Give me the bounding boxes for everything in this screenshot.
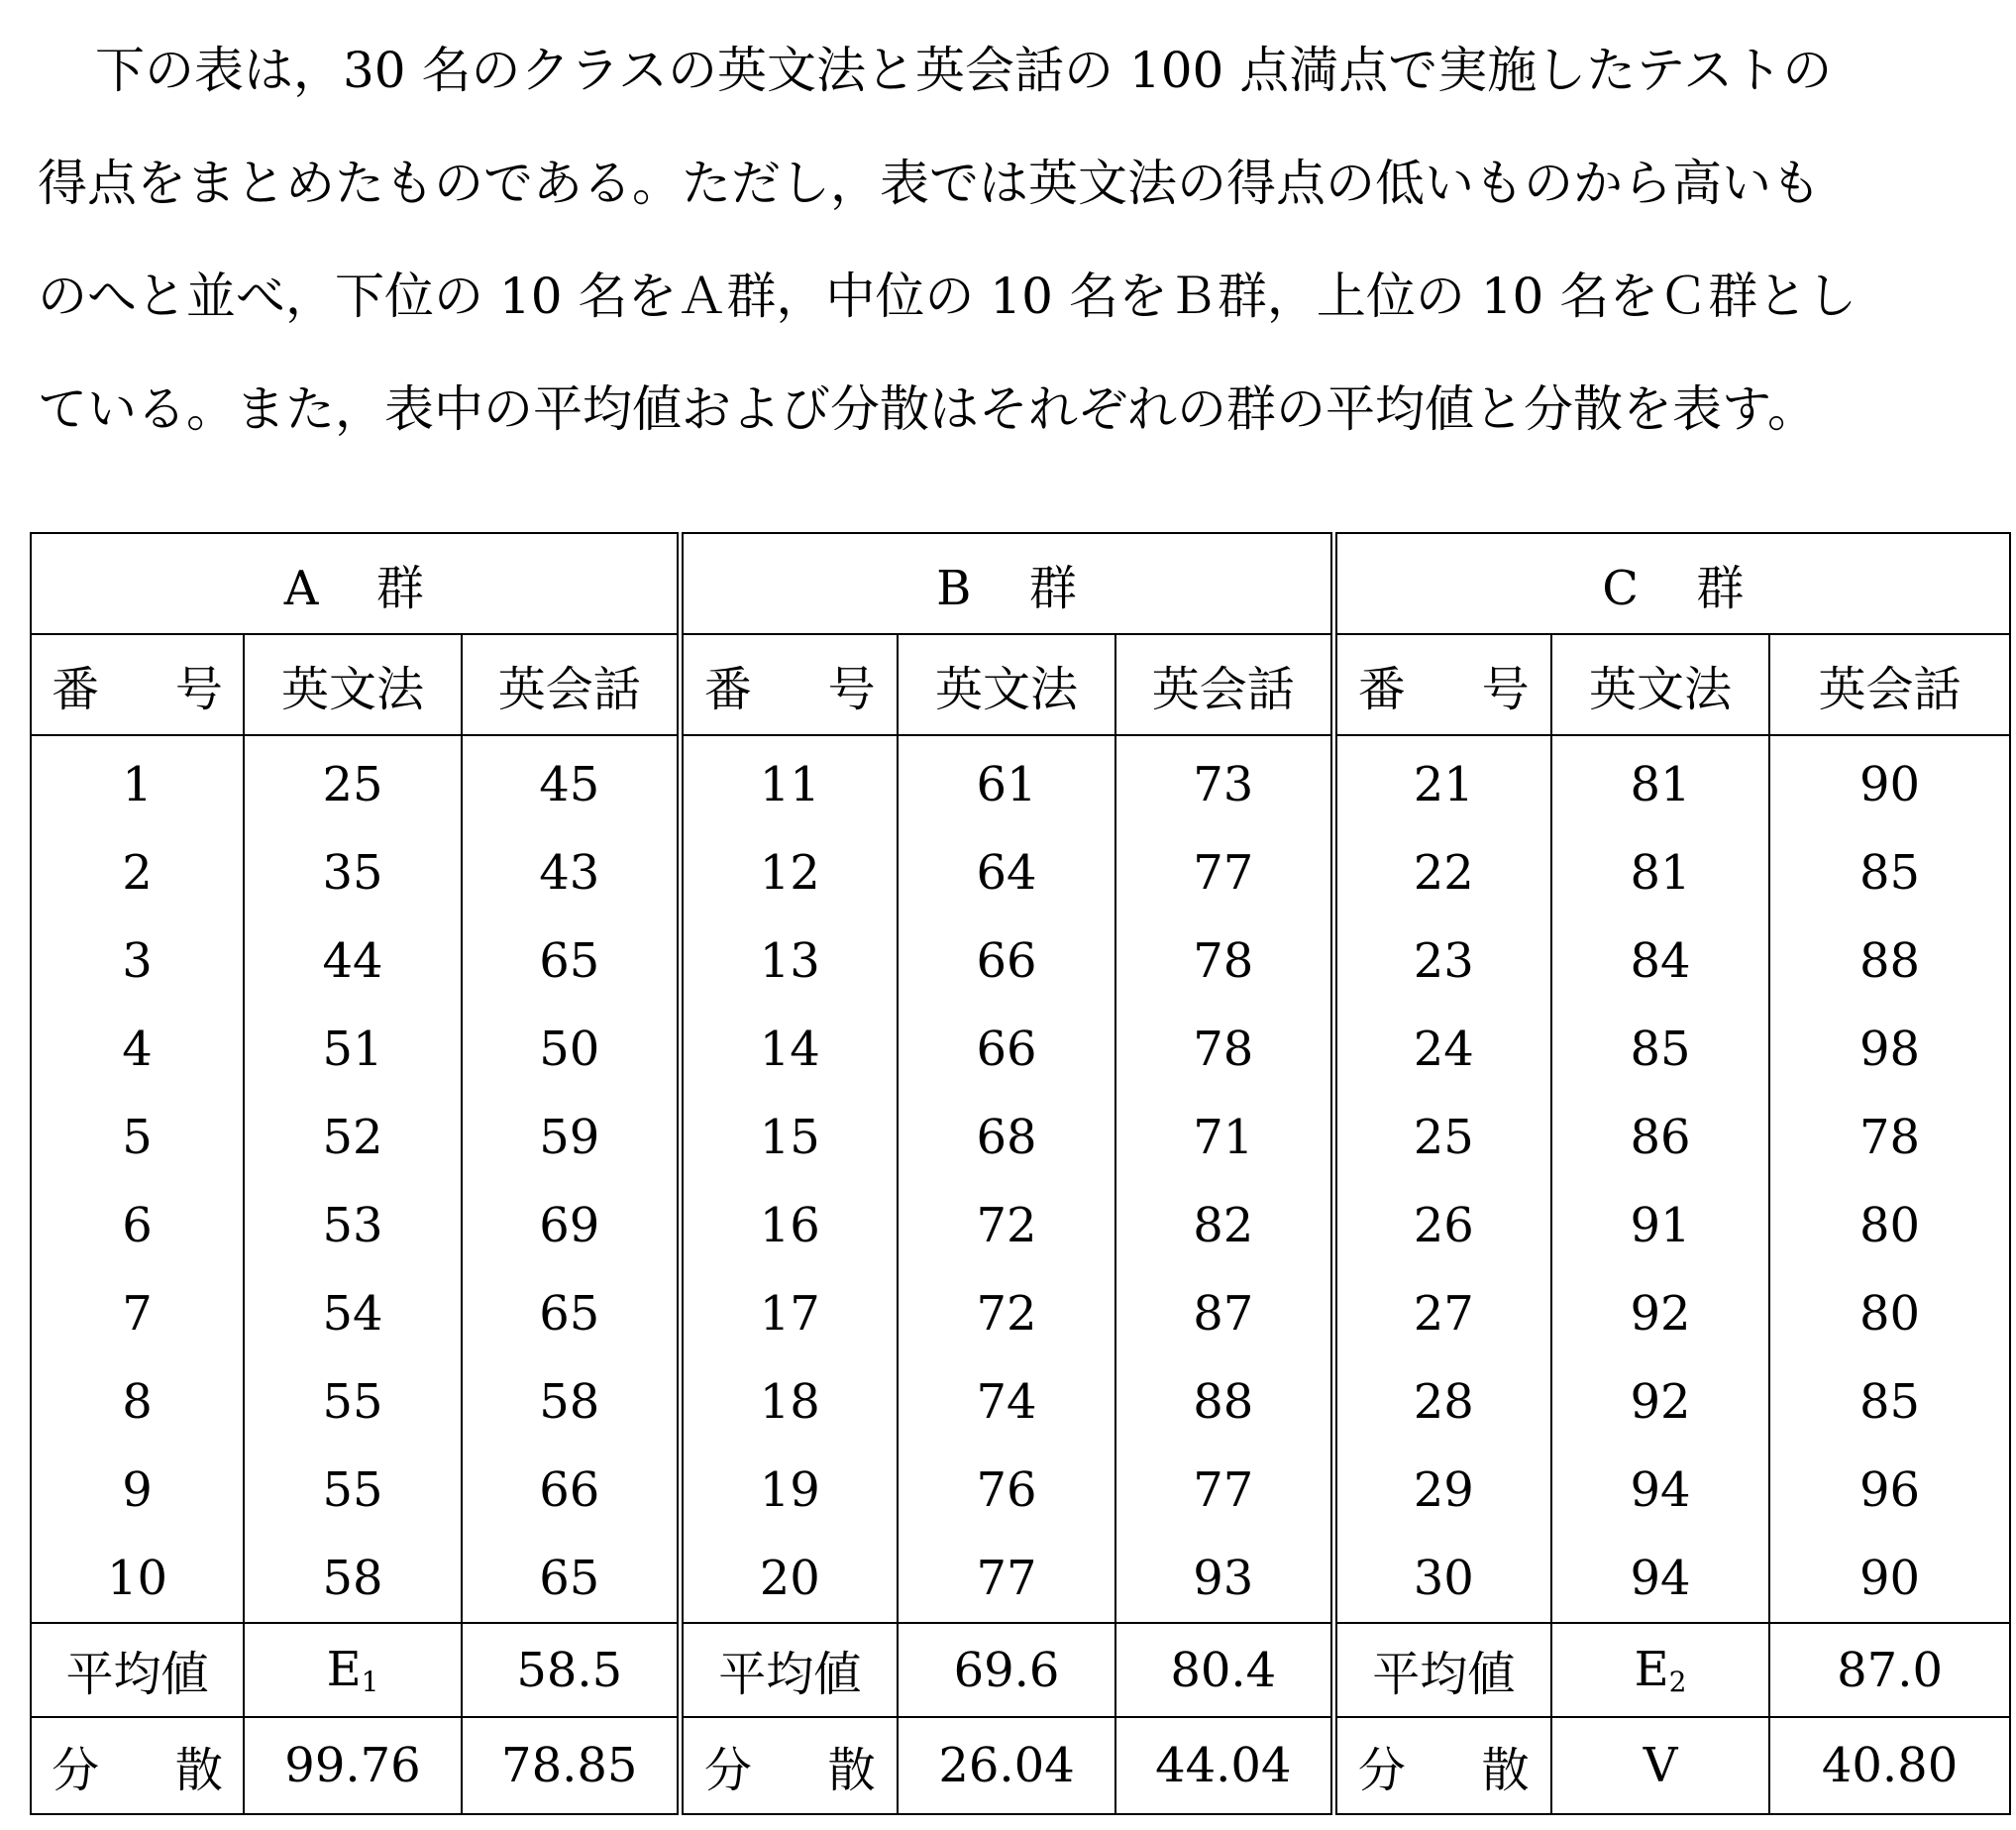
variance-label-text: 分散 bbox=[1357, 1742, 1606, 1798]
grammar-score-text: 68 bbox=[976, 1109, 1037, 1165]
conversation-score-text: 50 bbox=[539, 1021, 600, 1077]
variance-label bbox=[31, 1717, 299, 1814]
variance-conversation-text: 44.04 bbox=[1155, 1738, 1292, 1793]
conversation-score bbox=[462, 1534, 680, 1623]
student-number-text: 3 bbox=[122, 932, 153, 989]
student-number-text: 21 bbox=[1413, 756, 1474, 812]
conversation-score-text: 87 bbox=[1193, 1285, 1254, 1342]
grammar-score-text: 94 bbox=[1630, 1461, 1691, 1518]
student-number bbox=[680, 735, 898, 828]
student-number-text: 7 bbox=[122, 1285, 153, 1342]
conversation-score bbox=[1769, 735, 2010, 828]
grammar-score-text: 81 bbox=[1630, 844, 1691, 901]
student-number-text: 22 bbox=[1413, 844, 1474, 901]
student-number-text: 11 bbox=[759, 756, 820, 812]
mean-conversation bbox=[462, 1623, 680, 1717]
grammar-score bbox=[244, 1534, 462, 1623]
conversation-score-text: 90 bbox=[1859, 756, 1921, 812]
grammar-score bbox=[1551, 916, 1769, 1005]
conversation-score-text: 78 bbox=[1193, 1021, 1254, 1077]
grammar-score bbox=[1551, 1446, 1769, 1534]
student-number-text: 12 bbox=[759, 844, 820, 901]
variance-conversation-text: 40.80 bbox=[1821, 1738, 1959, 1793]
column-header bbox=[1333, 634, 1606, 735]
grammar-score-text: 86 bbox=[1630, 1109, 1691, 1165]
table-row bbox=[31, 1269, 2010, 1357]
grammar-score bbox=[244, 1005, 462, 1093]
grammar-score bbox=[244, 1446, 462, 1534]
table-row bbox=[31, 1534, 2010, 1623]
grammar-score bbox=[244, 1181, 462, 1269]
column-header-text: 英文法 bbox=[935, 661, 1079, 717]
conversation-score bbox=[1769, 1446, 2010, 1534]
conversation-score bbox=[1769, 1093, 2010, 1181]
variance-label bbox=[680, 1717, 952, 1814]
conversation-score bbox=[1115, 735, 1333, 828]
student-number bbox=[31, 1269, 244, 1357]
grammar-score bbox=[244, 1269, 462, 1357]
table-row bbox=[31, 1181, 2010, 1269]
student-number bbox=[1333, 828, 1551, 916]
variance-label-text: 分散 bbox=[52, 1742, 299, 1798]
conversation-score-text: 65 bbox=[539, 932, 600, 989]
conversation-score-text: 96 bbox=[1859, 1461, 1921, 1518]
student-number bbox=[680, 1093, 898, 1181]
student-number bbox=[1333, 1093, 1551, 1181]
grammar-score bbox=[1551, 1181, 1769, 1269]
conversation-score-text: 71 bbox=[1193, 1109, 1254, 1165]
conversation-score bbox=[462, 1093, 680, 1181]
variance-label-text: 分散 bbox=[703, 1742, 952, 1798]
column-header-text: 英会話 bbox=[497, 661, 641, 717]
variance-conversation-text: 78.85 bbox=[501, 1738, 638, 1793]
student-number-text: 2 bbox=[122, 844, 153, 901]
conversation-score bbox=[462, 735, 680, 828]
grammar-score-text: 91 bbox=[1630, 1197, 1691, 1253]
column-header bbox=[1769, 634, 2010, 735]
mean-grammar-subscript: 2 bbox=[1668, 1666, 1687, 1698]
student-number-text: 30 bbox=[1413, 1550, 1474, 1606]
column-header bbox=[462, 634, 680, 735]
group-header-row bbox=[31, 533, 2010, 634]
student-number bbox=[1333, 1357, 1551, 1446]
conversation-score-text: 73 bbox=[1193, 756, 1254, 812]
conversation-score bbox=[1115, 1446, 1333, 1534]
grammar-score-text: 52 bbox=[322, 1109, 383, 1165]
variance-conversation bbox=[462, 1717, 680, 1814]
grammar-score bbox=[244, 828, 462, 916]
student-number-text: 16 bbox=[759, 1197, 820, 1253]
student-number-text: 24 bbox=[1413, 1021, 1474, 1077]
column-header-text: 番号 bbox=[703, 661, 952, 717]
grammar-score bbox=[1551, 1357, 1769, 1446]
group-title-text: A 群 bbox=[283, 560, 424, 616]
conversation-score bbox=[1115, 828, 1333, 916]
grammar-score-text: 55 bbox=[322, 1373, 383, 1430]
student-number bbox=[680, 1446, 898, 1534]
conversation-score-text: 90 bbox=[1859, 1550, 1921, 1606]
grammar-score bbox=[244, 1093, 462, 1181]
grammar-score-text: 53 bbox=[322, 1197, 383, 1253]
conversation-score bbox=[1115, 1269, 1333, 1357]
variance-label bbox=[1333, 1717, 1606, 1814]
grammar-score-text: 66 bbox=[976, 932, 1037, 989]
student-number bbox=[680, 1005, 898, 1093]
conversation-score bbox=[1115, 1181, 1333, 1269]
conversation-score-text: 78 bbox=[1193, 932, 1254, 989]
grammar-score bbox=[1551, 828, 1769, 916]
statement-line-1: 下の表は，30 名のクラスの英文法と英会話の 100 点満点で実施したテストの bbox=[95, 42, 1833, 99]
student-number bbox=[680, 1534, 898, 1623]
grammar-score bbox=[1551, 1093, 1769, 1181]
grammar-score-text: 85 bbox=[1630, 1021, 1691, 1077]
grammar-score bbox=[898, 1446, 1115, 1534]
grammar-score-text: 64 bbox=[976, 844, 1037, 901]
grammar-score-text: 72 bbox=[976, 1197, 1037, 1253]
mean-label-text: 平均値 bbox=[65, 1647, 209, 1702]
student-number-text: 4 bbox=[122, 1021, 153, 1077]
mean-label bbox=[31, 1623, 244, 1717]
student-number-text: 27 bbox=[1413, 1285, 1474, 1342]
conversation-score-text: 80 bbox=[1859, 1197, 1921, 1253]
mean-conversation-text: 87.0 bbox=[1837, 1642, 1943, 1698]
variance-grammar-text: V bbox=[1643, 1738, 1678, 1793]
grammar-score-text: 58 bbox=[322, 1550, 383, 1606]
student-number bbox=[31, 1357, 244, 1446]
mean-grammar bbox=[244, 1623, 462, 1717]
grammar-score bbox=[244, 735, 462, 828]
student-number-text: 14 bbox=[759, 1021, 820, 1077]
mean-grammar bbox=[1551, 1623, 1769, 1717]
student-number-text: 10 bbox=[106, 1550, 168, 1606]
variance-grammar-text: 26.04 bbox=[938, 1738, 1075, 1793]
student-number bbox=[31, 1534, 244, 1623]
mean-conversation-text: 80.4 bbox=[1170, 1642, 1277, 1698]
conversation-score bbox=[1115, 1534, 1333, 1623]
conversation-score-text: 65 bbox=[539, 1285, 600, 1342]
conversation-score bbox=[1769, 916, 2010, 1005]
grammar-score bbox=[898, 1181, 1115, 1269]
student-number-text: 25 bbox=[1413, 1109, 1474, 1165]
conversation-score bbox=[1769, 1181, 2010, 1269]
student-number-text: 26 bbox=[1413, 1197, 1474, 1253]
variance-conversation bbox=[1115, 1717, 1333, 1814]
grammar-score bbox=[898, 1269, 1115, 1357]
group-title bbox=[1333, 533, 2010, 634]
mean-conversation-text: 58.5 bbox=[516, 1642, 623, 1698]
grammar-score bbox=[898, 735, 1115, 828]
student-number bbox=[680, 1269, 898, 1357]
grammar-score-text: 66 bbox=[976, 1021, 1037, 1077]
score-table-body bbox=[31, 533, 2010, 1814]
conversation-score-text: 65 bbox=[539, 1550, 600, 1606]
student-number-text: 23 bbox=[1413, 932, 1474, 989]
student-number bbox=[1333, 916, 1551, 1005]
conversation-score-text: 77 bbox=[1193, 844, 1254, 901]
conversation-score bbox=[462, 1181, 680, 1269]
grammar-score bbox=[244, 916, 462, 1005]
conversation-score bbox=[462, 1269, 680, 1357]
grammar-score bbox=[898, 1534, 1115, 1623]
statement-line-2: 得点をまとめたものである。ただし，表では英文法の得点の低いものから高いも bbox=[38, 155, 1821, 212]
student-number bbox=[31, 1446, 244, 1534]
conversation-score bbox=[462, 1446, 680, 1534]
grammar-score bbox=[1551, 1005, 1769, 1093]
variance-grammar-text: 99.76 bbox=[284, 1738, 421, 1793]
conversation-score-text: 85 bbox=[1859, 844, 1921, 901]
student-number-text: 8 bbox=[122, 1373, 153, 1430]
student-number-text: 18 bbox=[759, 1373, 820, 1430]
grammar-score-text: 35 bbox=[322, 844, 383, 901]
grammar-score-text: 92 bbox=[1630, 1285, 1691, 1342]
conversation-score-text: 88 bbox=[1193, 1373, 1254, 1430]
student-number-text: 15 bbox=[759, 1109, 820, 1165]
student-number bbox=[31, 916, 244, 1005]
column-header-text: 英文法 bbox=[1589, 661, 1733, 717]
student-number-text: 6 bbox=[122, 1197, 153, 1253]
grammar-score-text: 25 bbox=[322, 756, 383, 812]
table-row bbox=[31, 828, 2010, 916]
score-table bbox=[30, 532, 2011, 1815]
conversation-score bbox=[462, 916, 680, 1005]
student-number bbox=[680, 1181, 898, 1269]
student-number-text: 28 bbox=[1413, 1373, 1474, 1430]
grammar-score-text: 54 bbox=[322, 1285, 383, 1342]
student-number bbox=[680, 828, 898, 916]
grammar-score bbox=[898, 828, 1115, 916]
column-header-text: 英文法 bbox=[280, 661, 424, 717]
grammar-score-text: 92 bbox=[1630, 1373, 1691, 1430]
conversation-score-text: 78 bbox=[1859, 1109, 1921, 1165]
conversation-score bbox=[1115, 1005, 1333, 1093]
student-number bbox=[31, 1181, 244, 1269]
conversation-score-text: 77 bbox=[1193, 1461, 1254, 1518]
student-number-text: 9 bbox=[122, 1461, 153, 1518]
grammar-score-text: 72 bbox=[976, 1285, 1037, 1342]
conversation-score bbox=[462, 1005, 680, 1093]
group-title bbox=[31, 533, 680, 634]
student-number bbox=[1333, 1269, 1551, 1357]
table-row bbox=[31, 735, 2010, 828]
conversation-score bbox=[462, 1357, 680, 1446]
conversation-score-text: 59 bbox=[539, 1109, 600, 1165]
student-number-text: 20 bbox=[759, 1550, 820, 1606]
student-number bbox=[31, 828, 244, 916]
group-title bbox=[680, 533, 1333, 634]
grammar-score bbox=[1551, 735, 1769, 828]
mean-label bbox=[1333, 1623, 1551, 1717]
mean-grammar-text: E bbox=[1634, 1642, 1669, 1697]
mean-grammar-subscript: 1 bbox=[361, 1666, 379, 1698]
conversation-score bbox=[462, 828, 680, 916]
table-row bbox=[31, 1093, 2010, 1181]
column-header bbox=[31, 634, 299, 735]
mean-grammar bbox=[898, 1623, 1115, 1717]
student-number-text: 1 bbox=[122, 756, 153, 812]
conversation-score-text: 45 bbox=[539, 756, 600, 812]
grammar-score-text: 76 bbox=[976, 1461, 1037, 1518]
student-number bbox=[680, 916, 898, 1005]
mean-grammar-text: E bbox=[326, 1642, 362, 1697]
table-row bbox=[31, 1446, 2010, 1534]
student-number bbox=[31, 1093, 244, 1181]
conversation-score-text: 98 bbox=[1859, 1021, 1921, 1077]
statement-line-4: ている。また，表中の平均値および分散はそれぞれの群の平均値と分散を表す。 bbox=[38, 380, 1817, 438]
student-number-text: 19 bbox=[759, 1461, 820, 1518]
student-number bbox=[1333, 1181, 1551, 1269]
student-number bbox=[680, 1357, 898, 1446]
student-number-text: 29 bbox=[1413, 1461, 1474, 1518]
student-number bbox=[31, 1005, 244, 1093]
grammar-score bbox=[898, 1093, 1115, 1181]
statement-line-3: のへと並べ，下位の 10 名をＡ群，中位の 10 名をＢ群，上位の 10 名をＣ群とし bbox=[38, 268, 1857, 325]
grammar-score-text: 51 bbox=[322, 1021, 383, 1077]
conversation-score bbox=[1115, 1357, 1333, 1446]
mean-conversation bbox=[1115, 1623, 1333, 1717]
group-title-text: C 群 bbox=[1602, 560, 1745, 616]
conversation-score bbox=[1769, 1534, 2010, 1623]
conversation-score-text: 69 bbox=[539, 1197, 600, 1253]
column-header-text: 英会話 bbox=[1818, 661, 1962, 717]
grammar-score bbox=[1551, 1534, 1769, 1623]
student-number bbox=[1333, 1446, 1551, 1534]
mean-grammar-text: 69.6 bbox=[953, 1642, 1060, 1698]
grammar-score-text: 74 bbox=[976, 1373, 1037, 1430]
grammar-score-text: 44 bbox=[322, 932, 383, 989]
student-number bbox=[31, 735, 244, 828]
student-number bbox=[1333, 1005, 1551, 1093]
grammar-score-text: 81 bbox=[1630, 756, 1691, 812]
grammar-score-text: 94 bbox=[1630, 1550, 1691, 1606]
conversation-score-text: 66 bbox=[539, 1461, 600, 1518]
table-row bbox=[31, 916, 2010, 1005]
column-header-text: 番号 bbox=[52, 661, 299, 717]
conversation-score-text: 43 bbox=[539, 844, 600, 901]
column-header-text: 英会話 bbox=[1151, 661, 1295, 717]
conversation-score-text: 82 bbox=[1193, 1197, 1254, 1253]
conversation-score-text: 88 bbox=[1859, 932, 1921, 989]
conversation-score bbox=[1115, 1093, 1333, 1181]
conversation-score bbox=[1115, 916, 1333, 1005]
grammar-score bbox=[898, 1005, 1115, 1093]
conversation-score-text: 80 bbox=[1859, 1285, 1921, 1342]
conversation-score bbox=[1769, 1005, 2010, 1093]
variance-row bbox=[31, 1717, 2010, 1814]
mean-label-text: 平均値 bbox=[1372, 1647, 1516, 1702]
column-header-text: 番号 bbox=[1357, 661, 1606, 717]
problem-statement bbox=[38, 14, 2009, 466]
conversation-score bbox=[1769, 1357, 2010, 1446]
grammar-score-text: 55 bbox=[322, 1461, 383, 1518]
conversation-score-text: 85 bbox=[1859, 1373, 1921, 1430]
table-row bbox=[31, 1005, 2010, 1093]
variance-conversation bbox=[1769, 1717, 2010, 1814]
grammar-score-text: 84 bbox=[1630, 932, 1691, 989]
student-number-text: 13 bbox=[759, 932, 820, 989]
column-header bbox=[1115, 634, 1333, 735]
student-number bbox=[1333, 1534, 1551, 1623]
column-header bbox=[680, 634, 952, 735]
conversation-score bbox=[1769, 828, 2010, 916]
grammar-score bbox=[898, 1357, 1115, 1446]
column-header-row bbox=[31, 634, 2010, 735]
student-number-text: 17 bbox=[759, 1285, 820, 1342]
grammar-score bbox=[244, 1357, 462, 1446]
grammar-score bbox=[898, 916, 1115, 1005]
mean-conversation bbox=[1769, 1623, 2010, 1717]
mean-row bbox=[31, 1623, 2010, 1717]
grammar-score bbox=[1551, 1269, 1769, 1357]
conversation-score bbox=[1769, 1269, 2010, 1357]
conversation-score-text: 93 bbox=[1193, 1550, 1254, 1606]
grammar-score-text: 61 bbox=[976, 756, 1037, 812]
group-title-text: B 群 bbox=[936, 560, 1077, 616]
table-row bbox=[31, 1357, 2010, 1446]
student-number-text: 5 bbox=[122, 1109, 153, 1165]
mean-label-text: 平均値 bbox=[718, 1647, 862, 1702]
grammar-score-text: 77 bbox=[976, 1550, 1037, 1606]
student-number bbox=[1333, 735, 1551, 828]
mean-label bbox=[680, 1623, 898, 1717]
conversation-score-text: 58 bbox=[539, 1373, 600, 1430]
